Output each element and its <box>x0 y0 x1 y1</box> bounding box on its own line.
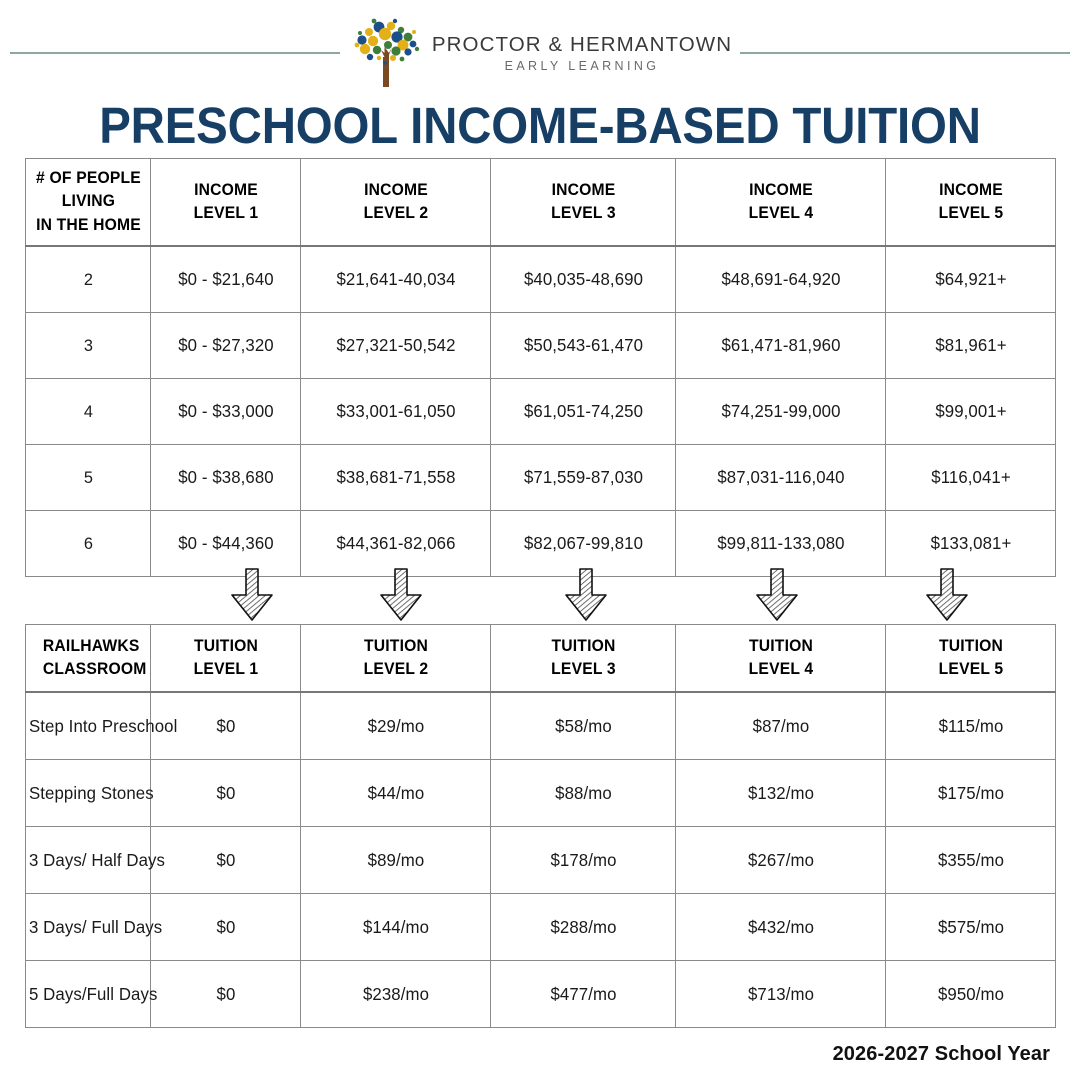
income-header-level-1 <box>154 159 297 247</box>
tuition-cell-level-5: $175/mo <box>889 760 1052 827</box>
arrow-connector-row <box>25 568 1055 622</box>
income-cell-people: 5 <box>28 445 148 511</box>
income-header-level-3 <box>495 159 671 247</box>
tuition-cell-level-5: $115/mo <box>889 692 1052 760</box>
tuition-header-classroom-line1: RAILHAWKS <box>42 636 140 655</box>
down-arrow-icon <box>924 568 970 622</box>
logo-header-band <box>0 14 1080 92</box>
tuition-cell-level-4: $132/mo <box>680 760 882 827</box>
header-rule-right <box>740 52 1070 54</box>
page-title: PRESCHOOL INCOME-BASED TUITION <box>99 97 981 154</box>
tuition-header-level-1 <box>154 625 297 693</box>
income-cell-level-5: $99,001+ <box>889 379 1052 445</box>
tuition-cell-classroom: Stepping Stones <box>28 760 148 827</box>
tuition-cell-level-3: $178/mo <box>494 827 672 894</box>
tuition-header-level-2 <box>305 625 486 693</box>
down-arrow-icon <box>378 568 424 622</box>
tuition-cell-level-2: $144/mo <box>304 894 486 961</box>
tuition-header-level-3 <box>495 625 671 693</box>
tuition-header-level-4-line2: LEVEL 4 <box>748 660 813 678</box>
tuition-cell-level-5: $575/mo <box>889 894 1052 961</box>
tuition-header-classroom <box>29 625 148 693</box>
tuition-header-level-3-line1: TUITION <box>550 636 616 655</box>
tuition-cell-classroom: 5 Days/Full Days <box>28 961 148 1028</box>
income-cell-level-5: $64,921+ <box>889 246 1052 313</box>
income-header-people-line3: IN THE HOME <box>35 215 141 234</box>
tuition-cell-level-1: $0 <box>154 894 298 961</box>
tuition-cell-classroom: 3 Days/ Full Days <box>28 894 148 961</box>
income-cell-level-4: $99,811-133,080 <box>680 511 882 577</box>
brand-wordmark <box>432 33 732 74</box>
table-row <box>26 760 1056 827</box>
tuition-header-level-4-line1: TUITION <box>748 636 813 655</box>
tuition-cell-level-1: $0 <box>154 827 298 894</box>
income-header-level-4-line1: INCOME <box>748 180 813 199</box>
income-table-header-row <box>26 159 1056 247</box>
tree-logo-icon <box>348 17 426 89</box>
brand-name: PROCTOR & HERMANTOWN <box>431 32 733 56</box>
tuition-header-level-3-line2: LEVEL 3 <box>550 660 616 678</box>
tuition-cell-level-3: $58/mo <box>494 692 672 760</box>
tuition-header-level-5-line2: LEVEL 5 <box>938 660 1003 678</box>
table-row <box>26 894 1056 961</box>
income-cell-people: 2 <box>28 246 148 313</box>
income-cell-level-2: $21,641-40,034 <box>304 246 486 313</box>
brand-tagline: EARLY LEARNING <box>504 59 660 74</box>
table-row <box>26 313 1056 379</box>
table-row <box>26 827 1056 894</box>
table-row <box>26 961 1056 1028</box>
income-cell-people: 6 <box>28 511 148 577</box>
income-cell-level-2: $27,321-50,542 <box>304 313 486 379</box>
income-header-people-line1: # OF PEOPLE <box>35 168 141 187</box>
header-rule-left <box>10 52 340 54</box>
tuition-cell-level-5: $950/mo <box>889 961 1052 1028</box>
income-cell-level-4: $74,251-99,000 <box>680 379 882 445</box>
tuition-header-level-5 <box>890 625 1052 693</box>
tuition-cell-level-1: $0 <box>154 961 298 1028</box>
brand-logo <box>348 17 732 89</box>
tuition-header-level-5-line1: TUITION <box>938 636 1003 655</box>
income-cell-level-1: $0 - $38,680 <box>154 445 298 511</box>
table-row <box>26 379 1056 445</box>
school-year-footer: 2026-2027 School Year <box>832 1043 1050 1065</box>
income-header-level-2 <box>305 159 486 247</box>
income-cell-level-2: $38,681-71,558 <box>304 445 486 511</box>
tuition-header-level-1-line1: TUITION <box>193 636 258 655</box>
income-cell-level-5: $81,961+ <box>889 313 1052 379</box>
income-cell-level-4: $87,031-116,040 <box>680 445 882 511</box>
tuition-cell-classroom: Step Into Preschool <box>28 692 148 760</box>
income-header-level-3-line2: LEVEL 3 <box>550 204 616 222</box>
income-header-level-5-line1: INCOME <box>938 180 1003 199</box>
tuition-cell-level-2: $44/mo <box>304 760 486 827</box>
income-cell-level-3: $61,051-74,250 <box>494 379 672 445</box>
table-row <box>26 511 1056 577</box>
tuition-cell-level-3: $88/mo <box>494 760 672 827</box>
income-cell-level-3: $82,067-99,810 <box>494 511 672 577</box>
income-header-level-2-line2: LEVEL 2 <box>363 204 428 222</box>
tuition-cell-level-4: $267/mo <box>680 827 882 894</box>
down-arrow-icon <box>563 568 609 622</box>
income-cell-level-5: $116,041+ <box>889 445 1052 511</box>
income-cell-level-3: $40,035-48,690 <box>494 246 672 313</box>
tuition-cell-level-5: $355/mo <box>889 827 1052 894</box>
income-cell-people: 4 <box>28 379 148 445</box>
income-cell-level-1: $0 - $21,640 <box>154 246 298 313</box>
tuition-cell-level-4: $432/mo <box>680 894 882 961</box>
tuition-header-level-2-line2: LEVEL 2 <box>363 660 428 678</box>
tuition-cell-level-3: $288/mo <box>494 894 672 961</box>
tuition-cell-level-1: $0 <box>154 760 298 827</box>
tuition-cell-level-3: $477/mo <box>494 961 672 1028</box>
income-header-level-4 <box>681 159 881 247</box>
tuition-cell-level-2: $238/mo <box>304 961 486 1028</box>
income-header-level-5 <box>890 159 1052 247</box>
tuition-cell-classroom: 3 Days/ Half Days <box>28 827 148 894</box>
tuition-cell-level-4: $87/mo <box>680 692 882 760</box>
down-arrow-icon <box>754 568 800 622</box>
tuition-cell-level-2: $29/mo <box>304 692 486 760</box>
income-header-people <box>29 159 148 247</box>
income-header-people-line2: LIVING <box>61 192 115 211</box>
tuition-cell-level-4: $713/mo <box>680 961 882 1028</box>
income-table <box>25 158 1056 577</box>
income-header-level-3-line1: INCOME <box>551 180 615 199</box>
income-header-level-4-line2: LEVEL 4 <box>748 204 813 222</box>
tuition-table <box>25 624 1056 1028</box>
income-cell-level-2: $33,001-61,050 <box>304 379 486 445</box>
income-cell-level-4: $48,691-64,920 <box>680 246 882 313</box>
income-header-level-2-line1: INCOME <box>363 180 428 199</box>
tuition-header-level-4 <box>681 625 881 693</box>
tuition-cell-level-1: $0 <box>154 692 298 760</box>
income-cell-people: 3 <box>28 313 148 379</box>
tuition-header-level-1-line2: LEVEL 1 <box>193 660 258 678</box>
income-cell-level-3: $71,559-87,030 <box>494 445 672 511</box>
income-cell-level-1: $0 - $44,360 <box>154 511 298 577</box>
table-row <box>26 246 1056 313</box>
income-header-level-1-line2: LEVEL 1 <box>193 204 258 222</box>
income-header-level-5-line2: LEVEL 5 <box>938 204 1003 222</box>
table-row <box>26 445 1056 511</box>
income-cell-level-4: $61,471-81,960 <box>680 313 882 379</box>
income-cell-level-2: $44,361-82,066 <box>304 511 486 577</box>
tuition-table-header-row <box>26 625 1056 693</box>
income-cell-level-1: $0 - $27,320 <box>154 313 298 379</box>
income-header-level-1-line1: INCOME <box>193 180 258 199</box>
income-cell-level-5: $133,081+ <box>889 511 1052 577</box>
income-cell-level-1: $0 - $33,000 <box>154 379 298 445</box>
down-arrow-icon <box>229 568 275 622</box>
tuition-header-classroom-line2: CLASSROOM <box>42 660 147 678</box>
table-row <box>26 692 1056 760</box>
income-cell-level-3: $50,543-61,470 <box>494 313 672 379</box>
tuition-header-level-2-line1: TUITION <box>363 636 428 655</box>
tuition-cell-level-2: $89/mo <box>304 827 486 894</box>
